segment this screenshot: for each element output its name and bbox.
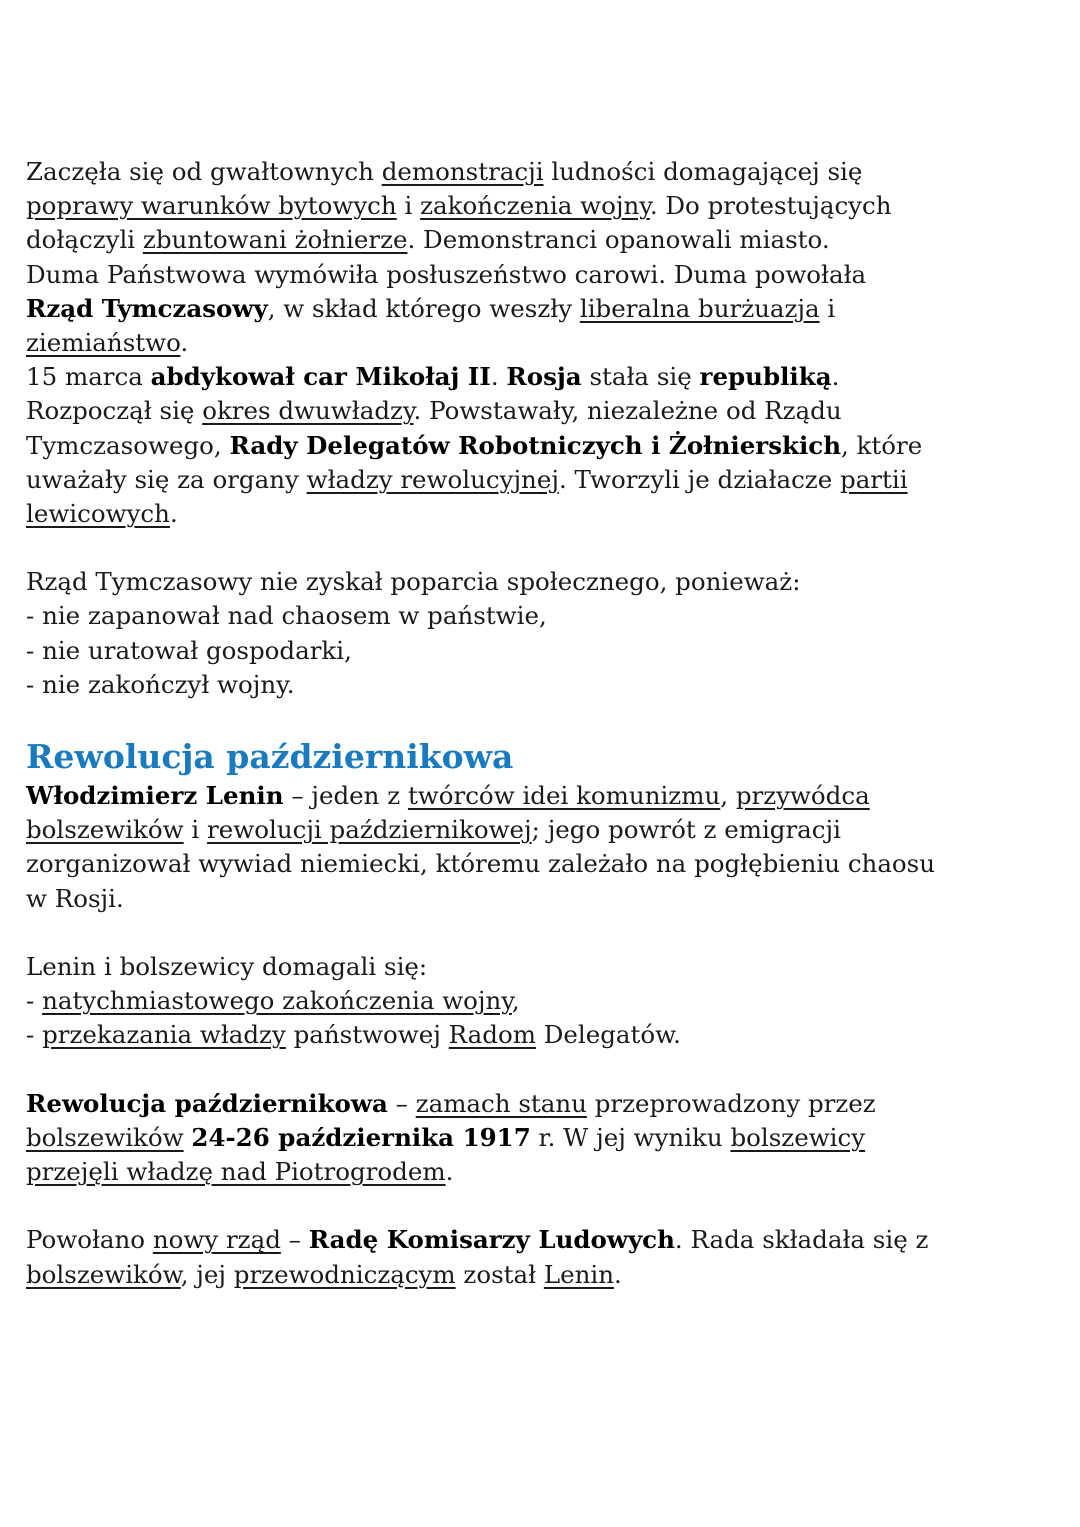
text-segment: uważały się za organy (26, 464, 307, 494)
text-segment: Zaczęła się od gwałtownych (26, 157, 382, 186)
blank-line (26, 916, 935, 950)
underlined-term: przejęli władzę nad Piotrogrodem (26, 1157, 446, 1187)
bold-term: Włodzimierz Lenin (26, 781, 284, 810)
text-segment: Rząd Tymczasowy nie zyskał poparcia społecznego, ponieważ: (26, 567, 801, 597)
text-line (26, 360, 935, 394)
underlined-term: liberalna burżuazja (579, 293, 820, 323)
text-segment: – (387, 1088, 416, 1118)
text-segment: - nie zakończył wojny. (26, 669, 295, 699)
underlined-term: Radom (448, 1020, 536, 1050)
text-segment: w Rosji. (26, 883, 124, 913)
underlined-term: władzy rewolucyjnej (306, 464, 559, 494)
text-segment: . Tworzyli je działacze (558, 464, 841, 494)
text-line (26, 634, 935, 668)
bold-term: 24-26 października 1917 (191, 1122, 531, 1152)
bold-term: republiką (699, 362, 832, 392)
text-segment: Powołano (26, 1225, 153, 1255)
text-line (26, 950, 935, 984)
underlined-term: lewicowych (26, 498, 170, 528)
text-segment: i (396, 191, 421, 221)
underlined-term: poprawy warunków bytowych (26, 191, 397, 221)
text-line (26, 1223, 935, 1257)
text-line (26, 847, 935, 881)
bold-term: abdykował car Mikołaj II (150, 362, 491, 392)
underlined-term: partii (840, 464, 908, 494)
text-segment: . (445, 1157, 454, 1187)
section-heading: Rewolucja październikowa (26, 737, 514, 776)
text-line (26, 565, 935, 599)
text-line (26, 984, 935, 1018)
text-line (26, 223, 935, 257)
blank-line (26, 1053, 935, 1087)
text-line (26, 463, 935, 497)
text-segment: zorganizował wywiad niemiecki, któremu zależało na pogłębieniu chaosu (26, 849, 936, 879)
text-segment: . (831, 362, 840, 392)
underlined-term: zamach stanu (415, 1088, 587, 1118)
text-segment: – (280, 1225, 309, 1255)
text-segment: - nie uratował gospodarki, (26, 635, 352, 665)
text-segment: Delegatów. (535, 1020, 681, 1050)
bold-term: Rewolucja październikowa (26, 1088, 388, 1118)
text-segment: – jeden z (283, 781, 408, 810)
text-segment: . Powstawały, niezależne od Rządu (413, 396, 842, 426)
underlined-term: przywódca (735, 781, 870, 810)
underlined-term: demonstracji (381, 157, 544, 186)
underlined-term: natychmiastowego zakończenia wojny (42, 986, 512, 1016)
underlined-term: Lenin (543, 1259, 615, 1289)
underlined-term: okres dwuwładzy (202, 396, 414, 426)
text-segment: - nie zapanował nad chaosem w państwie, (26, 601, 547, 631)
text-segment: . (490, 362, 507, 392)
text-line (26, 497, 935, 531)
underlined-term: bolszewików (26, 815, 184, 845)
text-segment: , w skład którego weszły (267, 293, 580, 323)
text-segment: . (614, 1259, 622, 1289)
text-segment: Duma Państwowa wymówiła posłuszeństwo carowi. Duma powołała (26, 259, 867, 289)
text-line (26, 155, 935, 189)
bold-term: Rosja (506, 362, 582, 392)
underlined-term: ziemiaństwo (26, 327, 181, 357)
text-segment: - (26, 1020, 43, 1050)
text-line (26, 1258, 935, 1292)
text-segment: - (26, 986, 43, 1016)
text-line (26, 292, 935, 326)
document-body (26, 155, 935, 1292)
text-line (26, 1018, 935, 1052)
text-segment: państwowej (285, 1020, 449, 1050)
underlined-term: zakończenia wojny (420, 191, 650, 221)
text-segment: , (511, 986, 520, 1016)
bold-term: Rząd Tymczasowy (26, 293, 268, 323)
bold-term: Rady Delegatów Robotniczych i Żołnierskich (229, 430, 842, 460)
text-line (26, 813, 935, 847)
text-segment: . Rada składała się z (674, 1225, 929, 1255)
underlined-term: rewolucji październikowej (207, 815, 532, 845)
underlined-term: bolszewików (26, 1259, 181, 1289)
blank-line (26, 531, 935, 565)
text-segment: ludności domagającej się (543, 157, 863, 186)
text-segment: Tymczasowego, (26, 430, 230, 460)
text-line (26, 394, 935, 428)
text-segment: przeprowadzony przez (586, 1088, 876, 1118)
text-segment: został (455, 1259, 544, 1289)
blank-line (26, 1189, 935, 1223)
text-segment: 15 marca (26, 362, 151, 392)
underlined-term: nowy rząd (152, 1225, 281, 1255)
underlined-term: twórców idei komunizmu (407, 781, 721, 810)
text-line (26, 599, 935, 633)
text-segment: Rozpoczął się (26, 396, 203, 426)
text-line (26, 882, 935, 916)
text-line (26, 668, 935, 702)
bold-term: Radę Komisarzy Ludowych (308, 1225, 675, 1255)
text-segment: , (720, 781, 736, 810)
text-segment: i (819, 293, 836, 323)
underlined-term: bolszewicy (730, 1122, 866, 1152)
text-line (26, 326, 935, 360)
text-segment: , jej (180, 1259, 234, 1289)
text-segment: . (180, 327, 189, 357)
underlined-term: bolszewików (26, 1122, 184, 1152)
text-line (26, 1155, 935, 1189)
text-line (26, 258, 935, 292)
underlined-term: przekazania władzy (42, 1020, 286, 1050)
text-segment: stała się (581, 362, 700, 392)
text-segment: dołączyli (26, 225, 143, 255)
text-segment: Lenin i bolszewicy domagali się: (26, 951, 428, 981)
text-line (26, 429, 935, 463)
text-segment: . Demonstranci opanowali miasto. (407, 225, 830, 255)
underlined-term: przewodniczącym (233, 1259, 456, 1289)
text-line (26, 189, 935, 223)
text-segment: r. W jej wyniku (530, 1122, 731, 1152)
text-segment: . (169, 498, 178, 528)
text-line (26, 1087, 935, 1121)
underlined-term: zbuntowani żołnierze (142, 225, 408, 255)
text-line (26, 779, 935, 813)
text-line (26, 1121, 935, 1155)
text-segment: ; jego powrót z emigracji (531, 815, 841, 845)
text-segment: i (183, 815, 208, 845)
text-segment: , które (841, 430, 923, 460)
text-segment: . Do protestujących (649, 191, 892, 221)
